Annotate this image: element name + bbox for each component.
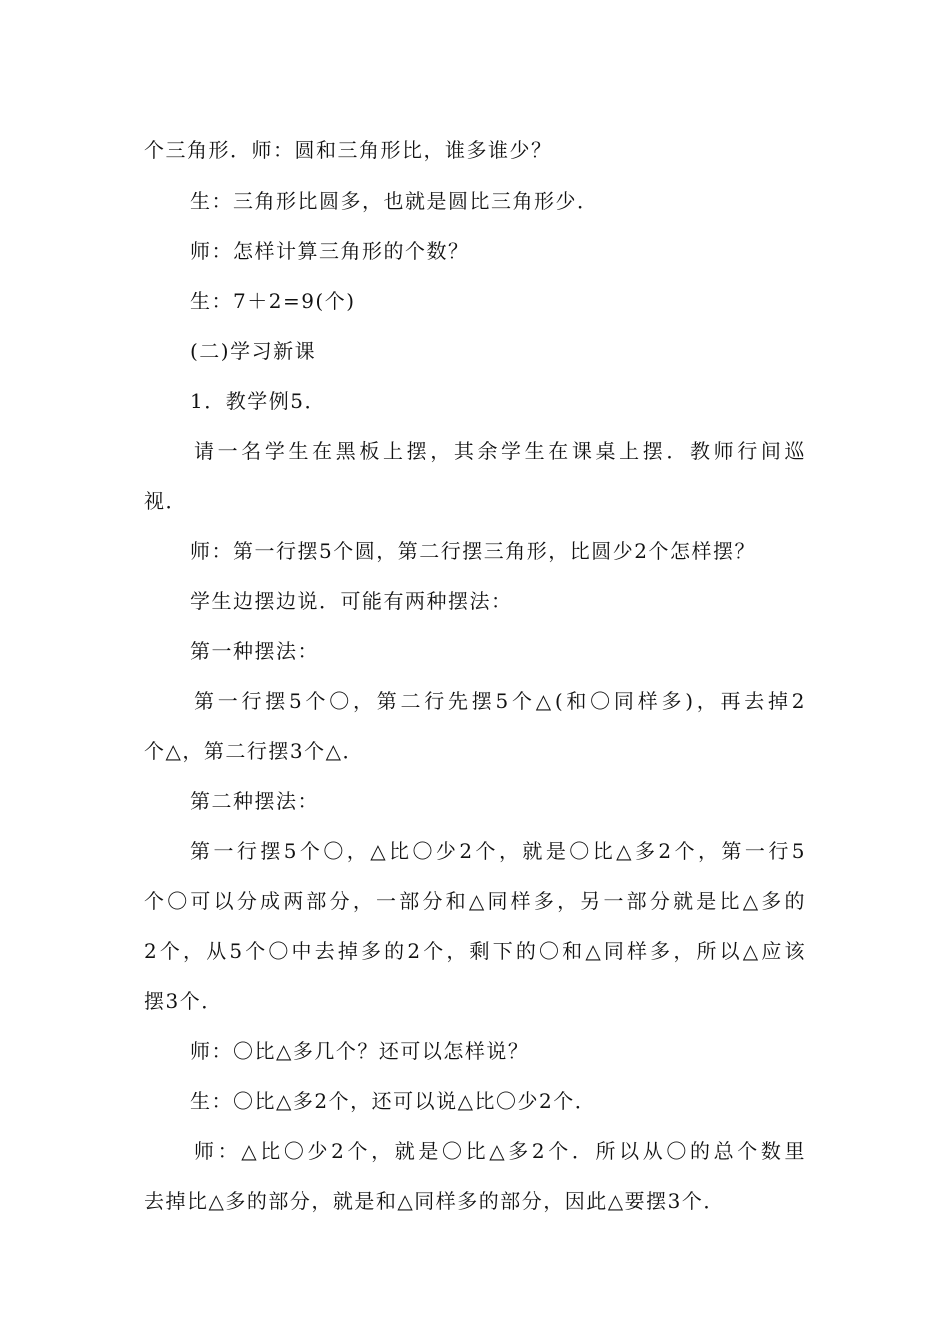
text-line-10: 学生边摆边说．可能有两种摆法：	[190, 589, 513, 613]
text-line-4: 生：7＋2=9(个)	[190, 289, 356, 313]
text-line-11: 第一种摆法：	[190, 639, 319, 663]
text-line-7: 请一名学生在黑板上摆，其余学生在课桌上摆．教师行间巡	[194, 439, 806, 463]
text-line-2: 生：三角形比圆多，也就是圆比三角形少．	[190, 189, 599, 213]
text-line-1: 个三角形．师：圆和三角形比，谁多谁少？	[144, 138, 553, 162]
text-line-6: 1．教学例5．	[190, 389, 326, 413]
text-line-15: 第一行摆5个〇，△比〇少2个，就是〇比△多2个，第一行5	[190, 839, 806, 863]
text-line-21: 师：△比〇少2个，就是〇比△多2个．所以从〇的总个数里	[194, 1139, 806, 1163]
text-line-3: 师：怎样计算三角形的个数？	[190, 239, 470, 263]
text-line-5: (二)学习新课	[190, 339, 317, 363]
text-line-20: 生：〇比△多2个，还可以说△比〇少2个．	[190, 1089, 597, 1113]
text-line-8: 视．	[144, 489, 187, 513]
text-line-17: 2个，从5个〇中去掉多的2个，剩下的〇和△同样多，所以△应该	[144, 939, 806, 963]
text-line-16: 个〇可以分成两部分，一部分和△同样多，另一部分就是比△多的	[144, 889, 806, 913]
text-line-19: 师：〇比△多几个？还可以怎样说？	[190, 1039, 530, 1063]
text-line-12: 第一行摆5个〇，第二行先摆5个△(和〇同样多)，再去掉2	[194, 689, 806, 713]
text-line-22: 去掉比△多的部分，就是和△同样多的部分，因此△要摆3个．	[144, 1189, 725, 1213]
text-line-18: 摆3个．	[144, 989, 223, 1013]
text-line-9: 师：第一行摆5个圆，第二行摆三角形，比圆少2个怎样摆？	[190, 539, 756, 563]
text-line-14: 第二种摆法：	[190, 789, 319, 813]
text-line-13: 个△，第二行摆3个△．	[144, 739, 364, 763]
